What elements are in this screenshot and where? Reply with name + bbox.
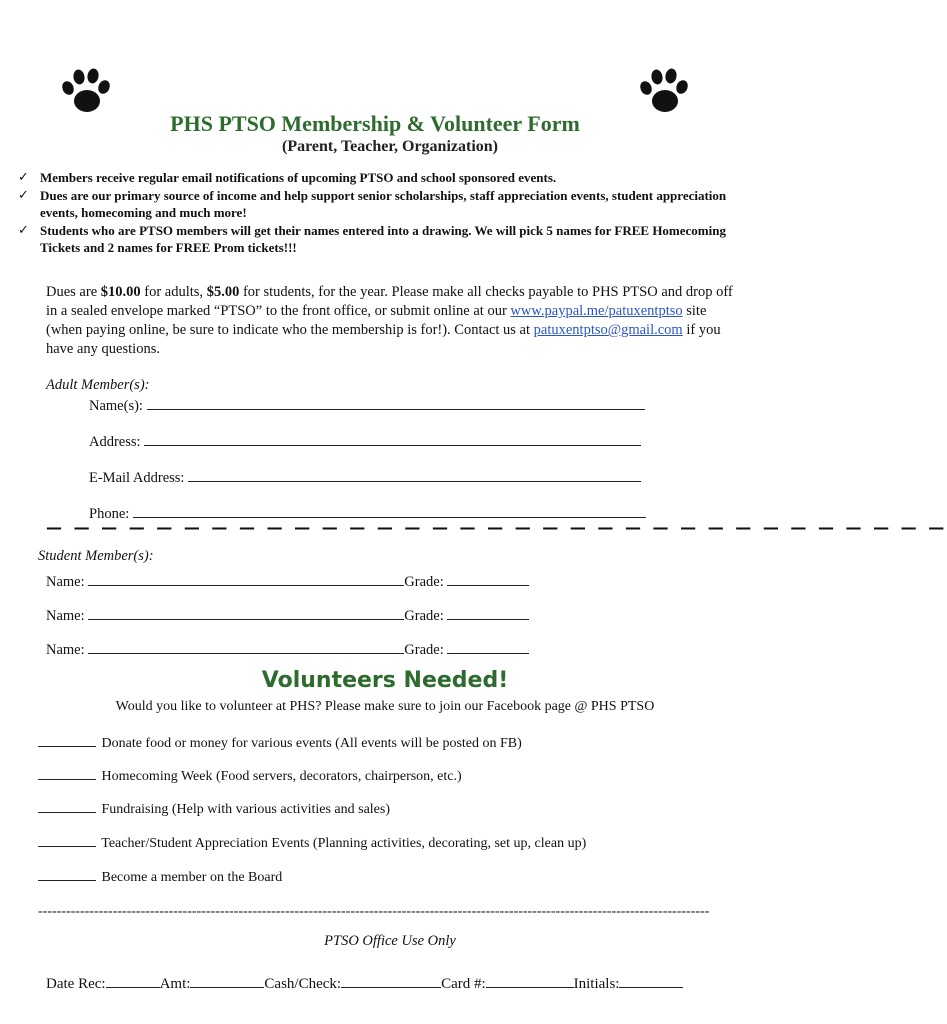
adult-members-label: Adult Member(s): [46, 377, 150, 393]
student-price: $5.00 [206, 284, 240, 300]
adult-phone-field[interactable]: Phone: [89, 503, 646, 523]
volunteer-option[interactable]: Become a member on the Board [38, 868, 282, 886]
volunteer-option[interactable]: Donate food or money for various events (All events will be posted on FB) [38, 734, 522, 752]
email-link[interactable]: patuxentptso@gmail.com [533, 322, 683, 338]
volunteers-subtitle: Would you like to volunteer at PHS? Please make sure to join our Facebook page @ PHS PTSO [115, 699, 655, 714]
student-members-label: Student Member(s): [38, 548, 154, 564]
list-item: ✓ Dues are our primary source of income and help support senior scholarships, staff appreciation events, student appreciation events, homecoming and much more! [18, 187, 727, 220]
checkmark-icon: ✓ [18, 187, 29, 203]
adult-address-field[interactable]: Address: [89, 431, 641, 451]
form-title: PHS PTSO Membership & Volunteer Form [170, 111, 580, 136]
checkmark-icon: ✓ [18, 222, 29, 238]
student-name-field[interactable]: Name: Grade: [46, 571, 529, 591]
office-use-fields[interactable]: Date Rec: Amt: Cash/Check: Card #: Initials: [46, 973, 683, 993]
adult-price: $10.00 [100, 284, 141, 300]
adult-email-field[interactable]: E-Mail Address: [89, 467, 641, 487]
checkmark-icon: ✓ [18, 170, 29, 185]
volunteer-option[interactable]: Fundraising (Help with various activities and sales) [38, 800, 390, 818]
student-name-field[interactable]: Name: Grade: [46, 605, 529, 625]
dues-paragraph: Dues are $10.00 for adults, $5.00 for students, for the year. Please make all checks payable to PHS PTSO and drop off in a sealed envelope marked “PTSO” to the front office, or submit online at our www.paypal.me/patuxentptso site (when paying online, be sure to indicate who the membership is for!). Contact us at patuxentptso@gmail.com if you have any questions. [46, 284, 733, 357]
student-name-field[interactable]: Name: Grade: [46, 639, 529, 659]
form-subtitle: (Parent, Teacher, Organization) [282, 138, 498, 155]
office-use-label: PTSO Office Use Only [324, 933, 456, 949]
volunteer-option[interactable]: Teacher/Student Appreciation Events (Planning activities, decorating, set up, clean up) [38, 834, 586, 852]
section-divider: — — — — — — — — — — — — — — — — — — — — — — — — — — — — — — — — — [46, 518, 947, 537]
list-item: ✓ Members receive regular email notifications of upcoming PTSO and school sponsored events. [18, 170, 557, 185]
cut-line: ------------------------------------------------------------------------------------------------------------------------------------------------ [38, 904, 710, 919]
volunteers-heading: Volunteers Needed! [261, 668, 509, 693]
list-item: ✓ Students who are PTSO members will get their names entered into a drawing. We will pick 5 names for FREE Homecoming Tickets and 2 names for FREE Prom tickets!!! [18, 222, 726, 255]
benefits-list [18, 169, 738, 257]
adult-names-field[interactable]: Name(s): [89, 395, 645, 415]
volunteer-option[interactable]: Homecoming Week (Food servers, decorators, chairperson, etc.) [38, 767, 462, 785]
paypal-link[interactable]: www.paypal.me/patuxentptso [510, 303, 683, 319]
